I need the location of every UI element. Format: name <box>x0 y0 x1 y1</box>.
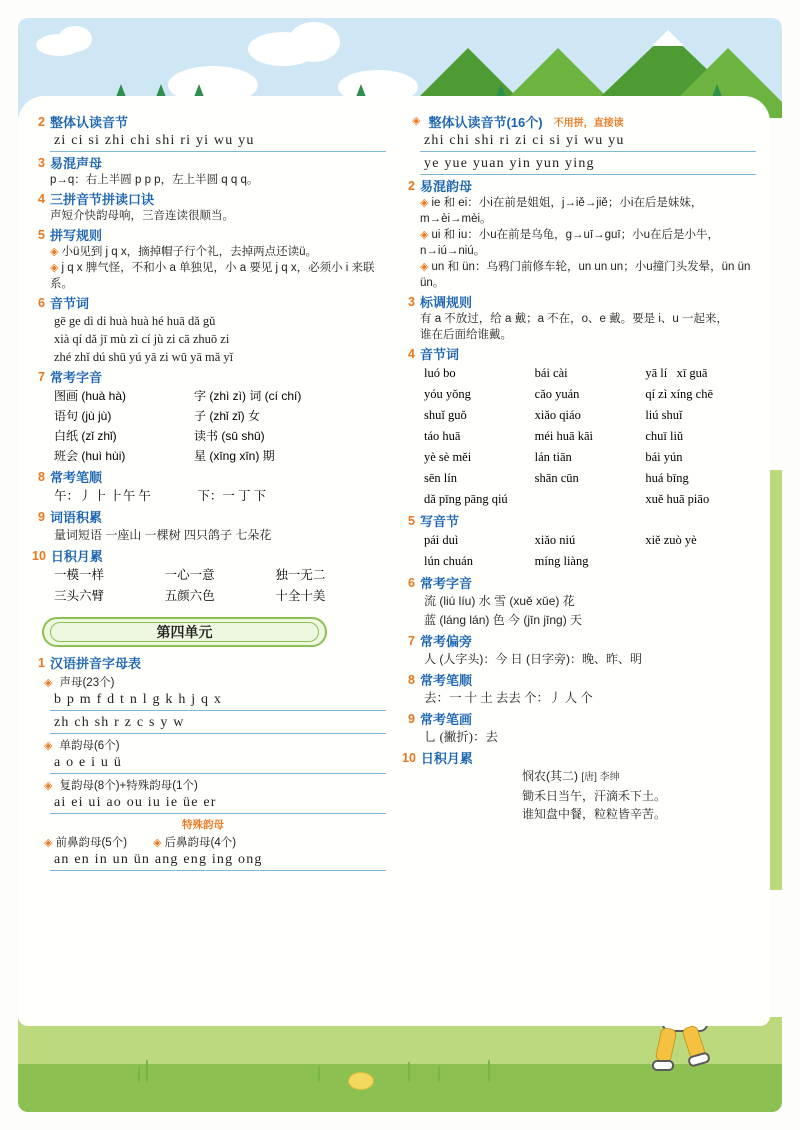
section-right-10 <box>402 750 756 823</box>
grid-cell: yā lí xī guā <box>645 366 708 380</box>
grid-cell: méi huā kāi <box>534 429 593 443</box>
section-right-2 <box>402 178 756 291</box>
two-column-layout <box>32 114 756 1016</box>
cloud-icon <box>288 22 340 62</box>
section-number: 6 <box>38 296 45 310</box>
pinyin-words-line: zhé zhǐ dú shū yú yā zi wū yā mǎ yǐ <box>54 350 234 364</box>
grass-blade <box>438 1066 440 1082</box>
section-left-2 <box>32 114 386 152</box>
idiom-grid <box>32 565 386 607</box>
circle-bullet-icon: ◈ <box>50 246 59 258</box>
section-header <box>402 750 756 767</box>
poem-block <box>402 767 756 823</box>
pinyin-line: ai ei ui ao ou iu ie üe er <box>50 794 386 814</box>
shoe-shape <box>652 1060 674 1071</box>
section-number: 1 <box>38 656 45 670</box>
section-number: 4 <box>38 192 45 206</box>
circle-bullet-icon: ◈ <box>153 836 162 849</box>
idiom-cell: 一模一样 <box>54 568 105 582</box>
group-label-text-back: 后鼻韵母(4个) <box>164 837 237 849</box>
table-row <box>54 386 386 406</box>
section-left-6 <box>32 295 386 366</box>
section-title: 音节词 <box>420 347 460 362</box>
grid-cell: yóu yǒng <box>424 387 471 401</box>
pinyin-word-grid <box>402 363 756 510</box>
grid-cell: táo huā <box>424 429 461 443</box>
bullet-text: 小ü见到 j q x，摘掉帽子行个礼，去掉两点还读ü。 <box>61 246 318 258</box>
section-number: 7 <box>408 634 415 648</box>
grid-cell: dǎ pīng pāng qiú <box>424 492 508 506</box>
grid-cell: míng liàng <box>534 554 589 568</box>
section-body-line: 蓝 (láng lán) 色 今 (jīn jīng) 天 <box>424 613 583 627</box>
grid-cell: chuī liǔ <box>645 429 684 443</box>
unit-title-badge <box>42 617 327 647</box>
section-title: 常考偏旁 <box>420 634 473 649</box>
section-body-line: 谁在后面给谁戴。 <box>420 329 512 341</box>
cell: 字 (zhì zì) 词 (cí chí) <box>194 389 302 403</box>
table-row <box>54 426 386 446</box>
section-header <box>402 346 756 363</box>
grid-cell: huá bīng <box>645 471 689 485</box>
circle-bullet-icon: ◈ <box>44 836 53 849</box>
bullet-text: ui 和 iu：小u在前是乌龟，g→uī→guī；小u在后是小牛，n→iú→niú。 <box>420 229 720 257</box>
grid-cell: qí zì xíng chē <box>645 387 714 401</box>
pinyin-line: ye yue yuan yin yun ying <box>420 155 756 175</box>
section-number: 10 <box>402 751 416 765</box>
table-row <box>54 486 386 506</box>
pinyin-line: a o e i u ü <box>50 754 386 774</box>
section-header <box>32 509 386 526</box>
circle-bullet-icon: ◈ <box>420 229 429 241</box>
section-left-3 <box>32 155 386 188</box>
section-header <box>402 575 756 592</box>
cloud-icon <box>58 26 92 52</box>
section-header <box>32 191 386 208</box>
circle-bullet-icon: ◈ <box>44 739 53 752</box>
bullet-line <box>32 244 386 260</box>
section-number: 8 <box>38 470 45 484</box>
section-number: 10 <box>32 549 46 563</box>
circle-bullet-icon: ◈ <box>50 262 59 274</box>
section-number: 5 <box>408 514 415 528</box>
grid-cell: yè sè měi <box>424 450 472 464</box>
group-label-shengmu <box>32 674 386 690</box>
section-title: 整体认读音节 <box>50 115 129 130</box>
section-title: 拼写规则 <box>50 228 103 243</box>
section-right-9 <box>402 711 756 747</box>
word-list-line: 量词短语 一座山 一棵树 四只鸽子 七朵花 <box>54 528 272 542</box>
bullet-text: ie 和 ei：小i在前是姐姐，j→iě→jiě；小i在后是妹妹，m→èi→mèi。 <box>420 197 703 225</box>
section-left-9 <box>32 509 386 545</box>
section-number: 3 <box>38 156 45 170</box>
section-title: 音节词 <box>50 296 90 311</box>
poem-title-row <box>522 767 756 787</box>
circle-bullet-icon: ◈ <box>420 197 429 209</box>
section-body-line: 流 (liú líu) 水 雪 (xuě xǔe) 花 <box>424 594 575 608</box>
section-number: 3 <box>408 295 415 309</box>
grass-blade <box>408 1062 410 1082</box>
idiom-cell: 独一无二 <box>275 568 326 582</box>
poem-line: 锄禾日当午，汗滴禾下土。 <box>522 789 667 803</box>
section-number: 2 <box>38 115 45 129</box>
stroke-order-1: 午：丿 ⺊ ⺊午 午 <box>54 489 151 503</box>
grid-cell: lún chuán <box>424 554 473 568</box>
section-right-5 <box>402 513 756 572</box>
section-number: 8 <box>408 673 415 687</box>
bullet-line <box>402 259 756 291</box>
group-label-text-front: 前鼻韵母(5个) <box>55 837 128 849</box>
section-right-1 <box>402 114 756 175</box>
word-pair-table <box>32 386 386 466</box>
idiom-cell: 一心一意 <box>164 568 215 582</box>
section-number: 7 <box>38 370 45 384</box>
section-number: 4 <box>408 347 415 361</box>
circle-bullet-icon: ◈ <box>420 261 429 273</box>
section-left-unit4-1 <box>32 655 386 871</box>
section-header <box>402 711 756 728</box>
right-column <box>402 114 756 1016</box>
section-title: 写音节 <box>420 514 460 529</box>
section-header <box>402 633 756 650</box>
snow-cap <box>652 30 684 46</box>
grass-blade <box>318 1066 320 1082</box>
section-body-line: 乚 (撇折)：去 <box>424 730 498 744</box>
section-title: 易混声母 <box>50 156 103 171</box>
section-body-line: 去：一 十 土 去去 个：丿 人 个 <box>424 691 593 705</box>
section-note: 不用拼，直接读 <box>553 118 624 129</box>
section-header <box>32 548 386 565</box>
section-number: 2 <box>408 179 415 193</box>
section-left-4 <box>32 191 386 224</box>
section-number: 9 <box>38 510 45 524</box>
section-header <box>402 513 756 530</box>
section-title: 日积月累 <box>50 549 103 564</box>
poem-source: [唐] 李绅 <box>581 772 620 783</box>
section-header <box>32 227 386 244</box>
section-right-8 <box>402 672 756 708</box>
pinyin-words-line: xià qí dǎ jī mù zì cí jù zi cā zhuō zi <box>54 332 230 346</box>
section-body-line: 人 (人字头)：今 日 (日字旁)：晚、昨、明 <box>424 652 642 666</box>
grass-blade <box>146 1060 148 1082</box>
section-title: 三拼音节拼读口诀 <box>50 192 155 207</box>
grid-cell: shuǐ guǒ <box>424 408 467 422</box>
bullet-text: j q x 脾气怪，不和小 a 单独见，小 a 要见 j q x，必须小 i 来联系。 <box>50 262 375 290</box>
poem-title: 悯农(其二) <box>522 769 578 783</box>
section-left-10 <box>32 548 386 607</box>
section-header <box>402 178 756 195</box>
grass-blade <box>488 1060 490 1082</box>
pinyin-line: zi ci si zhi chi shi ri yi wu yu <box>50 132 386 152</box>
grid-cell: sēn lín <box>424 471 457 485</box>
grass-blade <box>138 1066 140 1082</box>
grid-cell: shān cūn <box>534 471 579 485</box>
cell: 图画 (huà hà) <box>54 389 127 403</box>
stroke-order-2: 下：一 丁 下 <box>197 489 267 503</box>
group-label-danyunmu <box>32 737 386 753</box>
table-row <box>54 406 386 426</box>
cell: 子 (zhǐ zǐ) 女 <box>194 409 261 423</box>
section-title: 易混韵母 <box>420 179 473 194</box>
circle-bullet-icon: ◈ <box>44 676 53 689</box>
idiom-cell: 五颜六色 <box>164 589 215 603</box>
grid-cell: bái cài <box>534 366 568 380</box>
section-header <box>402 294 756 311</box>
grid-cell: xiě zuò yè <box>645 533 697 547</box>
section-title: 词语积累 <box>50 510 103 525</box>
pinyin-line: zh ch sh r z c s y w <box>50 714 386 734</box>
table-row <box>54 446 386 466</box>
section-header <box>402 114 756 131</box>
section-title: 常考字音 <box>420 576 473 591</box>
bullet-text: un 和 ün：乌鸦门前修车轮，un un un；小u撞门头发晕，ün ün ün。 <box>420 261 751 289</box>
section-header <box>402 672 756 689</box>
pinyin-line: zhi chi shi ri zi ci si yi wu yu <box>420 132 756 152</box>
section-title: 常考笔顺 <box>50 470 103 485</box>
group-label-text: 声母(23个) <box>59 677 115 689</box>
bullet-line <box>402 195 756 227</box>
grid-cell: xiǎo niú <box>534 533 576 547</box>
section-number: 6 <box>408 576 415 590</box>
circle-bullet-icon: ◈ <box>44 779 53 792</box>
section-title: 整体认读音节(16个) <box>428 115 543 130</box>
section-title: 日积月累 <box>420 751 473 766</box>
section-body-line: p→q：右上半圆 p p p，左上半圆 q q q。 <box>50 174 259 186</box>
group-label-fuyunmu <box>32 777 386 793</box>
leg-shape <box>655 1027 678 1064</box>
section-left-8 <box>32 469 386 506</box>
bullet-line <box>32 260 386 292</box>
section-title: 常考笔顺 <box>420 673 473 688</box>
cell: 读书 (sū shū) <box>194 429 265 443</box>
section-body-line: 有 a 不放过，给 a 戴；a 不在，o、e 戴。要是 i、u 一起来， <box>420 313 728 325</box>
cell: 语句 (jù jù) <box>54 409 112 423</box>
grid-cell: luó bo <box>424 366 456 380</box>
left-column <box>32 114 386 1016</box>
section-left-5 <box>32 227 386 292</box>
cell: 白纸 (zǐ zhǐ) <box>54 429 117 443</box>
content-card <box>18 96 770 1026</box>
section-header <box>32 655 386 672</box>
circle-bullet-icon: ◈ <box>412 115 421 127</box>
bullet-line <box>402 227 756 259</box>
section-header <box>32 155 386 172</box>
stroke-order-rows <box>32 486 386 506</box>
pinyin-words-line: gē ge dì di huà huà hé huā dǎ gǔ <box>54 314 216 328</box>
section-right-7 <box>402 633 756 669</box>
grid-cell: liú shuǐ <box>645 408 683 422</box>
section-header <box>32 114 386 131</box>
group-label-text: 单韵母(6个) <box>59 740 120 752</box>
section-number: 9 <box>408 712 415 726</box>
cell: 班会 (huì hùi) <box>54 449 126 463</box>
idiom-cell: 十全十美 <box>275 589 326 603</box>
special-yunmu-note: 特殊韵母 <box>182 819 224 831</box>
grid-cell: bái yún <box>645 450 683 464</box>
idiom-cell: 三头六臂 <box>54 589 105 603</box>
section-right-4 <box>402 346 756 510</box>
grid-cell: xuě huā piāo <box>645 492 710 506</box>
section-header <box>32 469 386 486</box>
group-label-text: 复韵母(8个)+特殊韵母(1个) <box>59 780 198 792</box>
section-title: 汉语拼音字母表 <box>50 656 142 671</box>
section-left-7 <box>32 369 386 466</box>
pinyin-line: an en in un ün ang eng ing ong <box>50 851 386 871</box>
section-title: 常考笔画 <box>420 712 473 727</box>
section-right-6 <box>402 575 756 630</box>
group-label-nasal-row <box>32 834 386 850</box>
section-header <box>32 295 386 312</box>
grid-cell: cǎo yuán <box>534 387 580 401</box>
section-header <box>32 369 386 386</box>
grid-cell: pái duì <box>424 533 459 547</box>
section-body-line: 声短介快韵母响，三音连读很顺当。 <box>50 210 234 222</box>
pinyin-line: b p m f d t n l g k h j q x <box>50 691 386 711</box>
poem-line: 谁知盘中餐，粒粒皆辛苦。 <box>522 807 667 821</box>
section-title: 常考字音 <box>50 370 103 385</box>
section-title: 标调规则 <box>420 295 473 310</box>
grid-cell: xiǎo qiáo <box>534 408 581 422</box>
grid-cell: lán tiān <box>534 450 572 464</box>
section-right-3 <box>402 294 756 343</box>
section-number: 5 <box>38 228 45 242</box>
unit-title-text: 第四单元 <box>50 622 320 641</box>
ball-icon <box>348 1072 374 1090</box>
cell: 星 (xīng xīn) 期 <box>194 449 275 463</box>
pinyin-write-grid <box>402 530 756 572</box>
